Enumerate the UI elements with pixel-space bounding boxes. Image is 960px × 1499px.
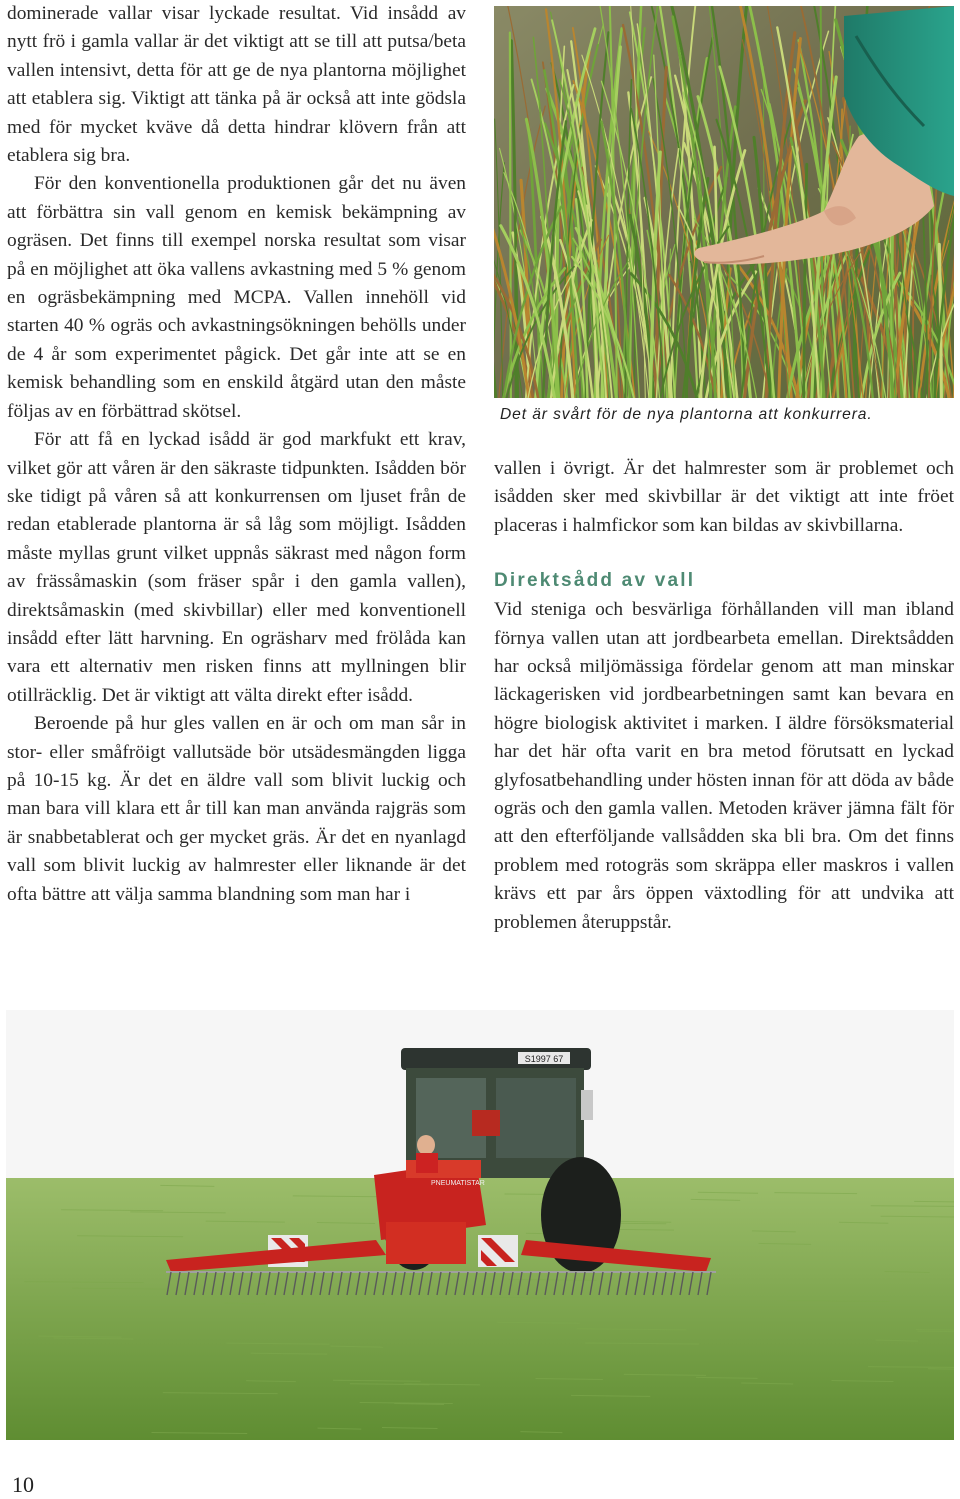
paragraph-direktsadd: Vid steniga och besvärliga förhållanden vill man ibland förnya vallen utan att jordbearbeta emellan. Direktsådden har också miljömässiga fördelar genom att man minskar läckagerisken vid jordbearbetningen samt kan bevara en högre biologisk aktivitet i marken. I äldre försöksmaterial har det här ofta varit en bra metod förutsatt en lyckad glyfosatbehandling under hösten innan för att döda av både ogräs och den gamla vallen. Metoden kräver jämna fält för att den efterföljande vallsådden ska bli bra. Om det finns problem med rotogräs som skräppa eller maskros i vallen krävs ett par års öppen växtodling för att undvika att problemen återuppstår. [494,599,954,933]
page-number: 10 [12,1472,34,1497]
paragraph-lyckad-isadd: För att få en lyckad isådd är god markfukt ett krav, vilket gör att våren är den säkraste tidpunkten. Isådden bör ske tidigt på våren så att konkurrensen om ljuset från de redan etablerade plantorna är så låg som möjligt. Isådden måste myllas grunt vilket uppnås säkrast med någon form av frässåmaskin (som fräser spår i den gamla vallen), direktsåmaskin (med skivbillar) eller med konventionell insådd efter lätt harvning. En ogräsharv med frölåda kan vara ett alternativ men risken finns att myllningen blir otillräcklig. Det är viktigt att välta direkt efter isådd. [7,429,466,706]
grass-photo [494,6,954,398]
left-text-column [7,0,466,909]
section-heading-direktsadd: Direktsådd av vall [494,570,696,592]
tractor-plate-text: S1997 67 [524,1054,564,1064]
right-text-column [494,455,954,937]
paragraph-vallar: dominerade vallar visar lyckade resultat. Vid insådd av nytt frö i gamla vallar är det viktigt att se till att putsa/beta vallen intensivt, detta för att ge de nya plantorna möjlighet att etablera sig. Viktigt att tänka på är också att inte gödsla med för mycket kväve då detta hindrar klövern från att etablera sig bra. [7,3,466,167]
grass-blade [510,33,511,398]
paragraph-utsadesmangd: Beroende på hur gles vallen en är och om man sår in stor- eller småfröigt vallutsäde bör utsädesmängden ligga på 10-15 kg. Är det en äldre vall som blivit luckig och man bara vill klara ett år till kan man använda rajgräs som är snabbetablerat och ger mycket gräs. Är det en nyanlagd vall som blivit luckig av halmrester eller liknande är det ofta bättre att välja samma blandning som man har i [7,713,466,905]
tractor-photo [6,1010,954,1440]
paragraph-halmrester: vallen i övrigt. Är det halmrester som är problemet och isådden sker med skivbillar är det viktigt att inte fröet placeras i halmfickor som kan bildas av skivbillarna. [494,458,954,536]
grass-photo-caption: Det är svårt för de nya plantorna att konkurrera. [500,406,873,423]
paragraph-kemisk-bekampning: För den konventionella produktionen går det nu även att förbättra sin vall genom en kemisk bekämpning av ogräsen. Det finns till exempel norska resultat som visar på en möjlighet att öka vallens avkastning med 5 % genom en ogräsbekämpning med MCPA. Vallen innehöll vid starten 40 % ogräs och avkastningsökningen behölls under de 4 år som experimentet pågick. Det går inte att se en kemisk behandling som en enskild åtgärd utan den måste följas av en förbättrad skötsel. [7,173,466,422]
implement-label: PNEUMATISTAR [431,1180,485,1187]
